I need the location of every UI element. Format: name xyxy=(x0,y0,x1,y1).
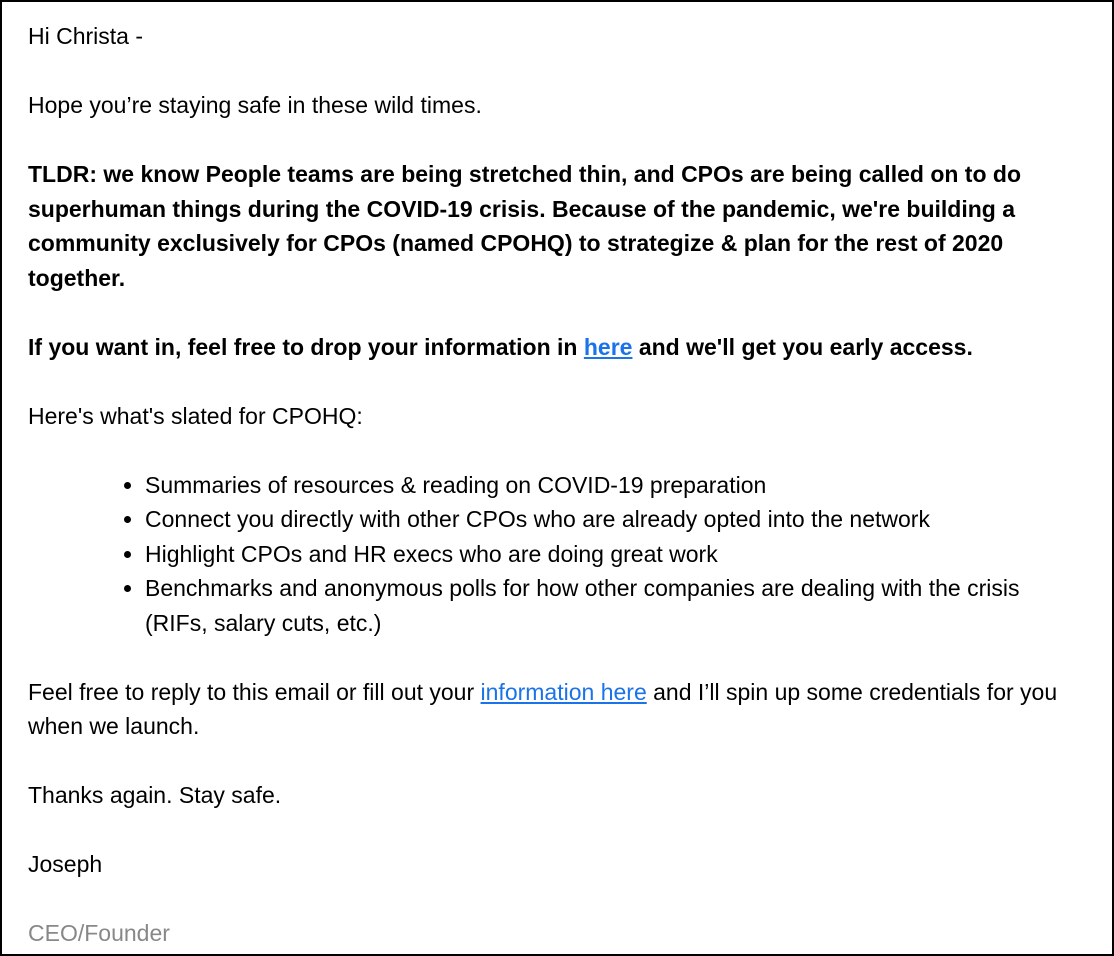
feature-list xyxy=(28,468,1088,641)
list-item: • Highlight CPOs and HR execs who are doing great work xyxy=(145,537,1088,572)
invite-paragraph xyxy=(28,330,1088,365)
reply-text-before: Feel free to reply to this email or fill out your xyxy=(28,678,481,705)
closing-text: Thanks again. Stay safe. xyxy=(28,782,282,808)
list-item: • Summaries of resources & reading on COVID-19 preparation xyxy=(145,468,1088,503)
invite-text-before: If you want in, feel free to drop your information in xyxy=(28,333,584,360)
information-form-link[interactable]: information here xyxy=(480,678,647,705)
tldr-paragraph: TLDR: we know People teams are being stretched thin, and CPOs are being called on to do superhuman things during the COVID-19 crisis. Because of the pandemic, we're building a community exclusively for CPOs (named CPOHQ) to strategize & plan for the rest of 2020 together. xyxy=(28,161,1022,291)
list-item: • Connect you directly with other CPOs who are already opted into the network xyxy=(145,502,1088,537)
reply-paragraph xyxy=(28,675,1088,744)
signature-title: CEO/Founder xyxy=(28,920,170,946)
greeting-text: Hi Christa - xyxy=(28,23,144,49)
early-access-link[interactable]: here xyxy=(583,333,633,360)
list-item: • Benchmarks and anonymous polls for how other companies are dealing with the crisis (RIFs, salary cuts, etc.) xyxy=(145,571,1088,640)
reply-text-after: and I’ll spin up some credentials for you when we launch. xyxy=(28,678,1058,739)
list-intro: Here's what's slated for CPOHQ: xyxy=(28,402,363,429)
signature-name: Joseph xyxy=(28,851,103,877)
invite-text-after: and we'll get you early access. xyxy=(632,333,973,360)
opening-paragraph: Hope you’re staying safe in these wild times. xyxy=(28,92,482,118)
